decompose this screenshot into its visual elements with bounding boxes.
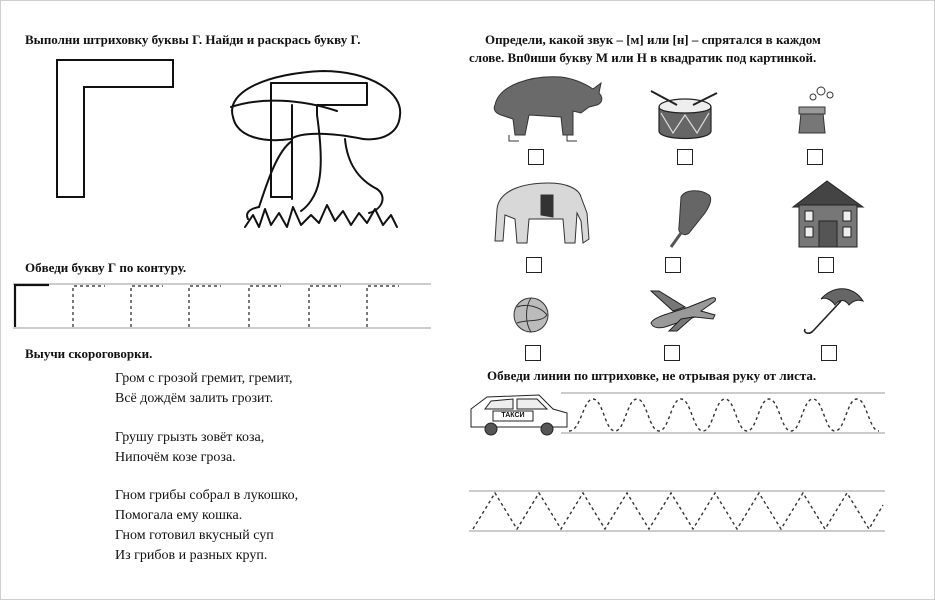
- task-learn-tongue-twisters-heading: Выучи скороговорки.: [25, 346, 153, 361]
- tongue-twister-line: Гром с грозой гремит, гремит,: [115, 371, 293, 386]
- tongue-twister-line: Гном грибы собрал в лукошко,: [115, 488, 299, 503]
- taxi-label: ТАКСИ: [501, 412, 525, 419]
- task-sound-heading-line-1: Определи, какой звук – [м] или [н] – спрятался в каждом: [485, 32, 821, 47]
- task-trace-lines-heading: Обведи линии по штриховке, не отрывая руку от листа.: [487, 368, 817, 383]
- task-sound-heading-line-2: слове. Вп0иши букву М или Н в квадратик под картинкой.: [469, 50, 817, 65]
- tongue-twister-line: Гном готовил вкусный суп: [115, 528, 274, 543]
- task-hatch-letter-heading: Выполни штриховку буквы Г. Найди и раскрась букву Г.: [25, 32, 361, 47]
- tongue-twister-line: Всё дождём залить грозит.: [115, 391, 274, 406]
- task-trace-letter-heading: Обведи букву Г по контуру.: [25, 260, 187, 275]
- tongue-twister-line: Помогала ему кошка.: [115, 508, 243, 523]
- zigzag-tracing-pattern[interactable]: [1, 1, 935, 601]
- tongue-twister-line: Из грибов и разных круп.: [115, 548, 268, 563]
- tongue-twister-line: Нипочём козе гроза.: [115, 450, 236, 465]
- tongue-twister-line: Грушу грызть зовёт коза,: [115, 430, 265, 445]
